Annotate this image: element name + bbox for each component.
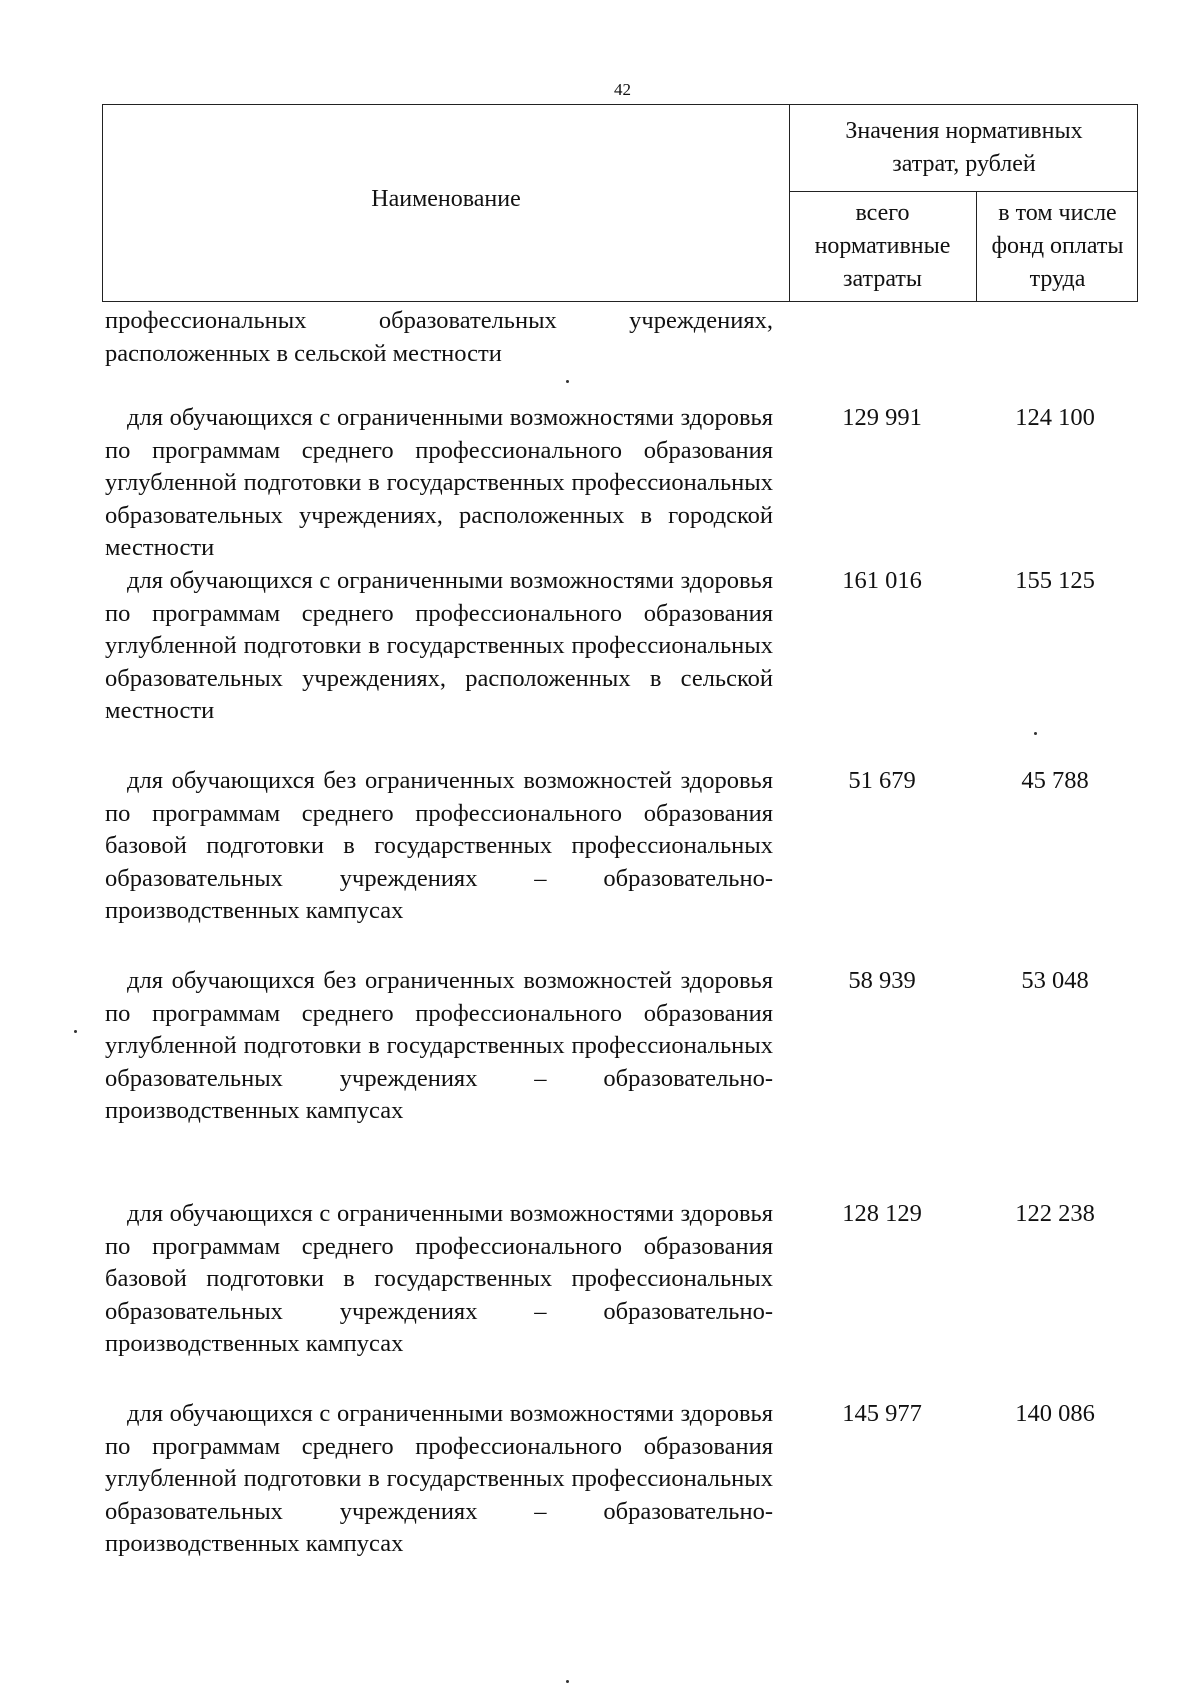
row-payroll-value: 45 788 bbox=[1021, 767, 1089, 794]
row-payroll-value: 122 238 bbox=[1015, 1200, 1095, 1227]
page-number: 42 bbox=[614, 80, 631, 99]
table-header bbox=[102, 104, 1138, 302]
row-total-value: 58 939 bbox=[848, 967, 916, 994]
row-payroll-value: 124 100 bbox=[1015, 404, 1095, 431]
header-total-line2: нормативные bbox=[814, 233, 951, 259]
scan-speck bbox=[1034, 732, 1037, 735]
row-payroll-value: 53 048 bbox=[1021, 967, 1089, 994]
scan-speck bbox=[566, 1680, 569, 1683]
row-total-value: 161 016 bbox=[842, 567, 922, 594]
row-name: для обучающихся с ограниченными возможностями здоровья по программам среднего профессионального образования углубленной подготовки в государственных профессиональных образовательных учреждениях – образовательно-производственных кампусах bbox=[105, 1400, 773, 1557]
row-name: для обучающихся без ограниченных возможностей здоровья по программам среднего профессионального образования углубленной подготовки в государственных профессиональных образовательных учреждениях – образовательно-производственных кампусах bbox=[105, 967, 773, 1124]
header-total-line1: всего bbox=[855, 200, 910, 226]
scan-speck bbox=[74, 1030, 77, 1033]
row-total-value: 129 991 bbox=[842, 404, 922, 431]
header-name-column: Наименование bbox=[371, 186, 521, 212]
row-total-value: 145 977 bbox=[842, 1400, 922, 1427]
row-payroll-value: 155 125 bbox=[1015, 567, 1095, 594]
scan-speck bbox=[566, 380, 569, 383]
row-name: для обучающихся с ограниченными возможностями здоровья по программам среднего профессионального образования углубленной подготовки в государственных профессиональных образовательных учреждениях, расположенных в городской местности bbox=[105, 404, 773, 561]
header-group-line2: затрат, рублей bbox=[892, 151, 1036, 177]
header-payroll-line2: фонд оплаты bbox=[991, 233, 1124, 259]
row-name: для обучающихся с ограниченными возможностями здоровья по программам среднего профессионального образования базовой подготовки в государственных профессиональных образовательных учреждениях – образовательно-производственных кампусах bbox=[105, 1200, 773, 1357]
header-total-column bbox=[789, 197, 976, 296]
header-payroll-column bbox=[976, 197, 1139, 296]
header-payroll-line3: труда bbox=[1029, 266, 1086, 292]
header-group-line1: Значения нормативных bbox=[845, 118, 1083, 144]
row-total-value: 128 129 bbox=[842, 1200, 922, 1227]
row-name: для обучающихся с ограниченными возможностями здоровья по программам среднего профессионального образования углубленной подготовки в государственных профессиональных образовательных учреждениях, расположенных в сельской местности bbox=[105, 567, 773, 724]
header-payroll-line1: в том числе bbox=[998, 200, 1117, 226]
row-name: профессиональных образовательных учреждениях, расположенных в сельской местности bbox=[105, 307, 773, 367]
row-total-value: 51 679 bbox=[848, 767, 916, 794]
header-divider-group bbox=[789, 191, 1137, 192]
header-group-column bbox=[789, 115, 1139, 181]
row-payroll-value: 140 086 bbox=[1015, 1400, 1095, 1427]
header-total-line3: затраты bbox=[843, 266, 922, 292]
row-name: для обучающихся без ограниченных возможностей здоровья по программам среднего профессионального образования базовой подготовки в государственных профессиональных образовательных учреждениях – образовательно-производственных кампусах bbox=[105, 767, 773, 924]
